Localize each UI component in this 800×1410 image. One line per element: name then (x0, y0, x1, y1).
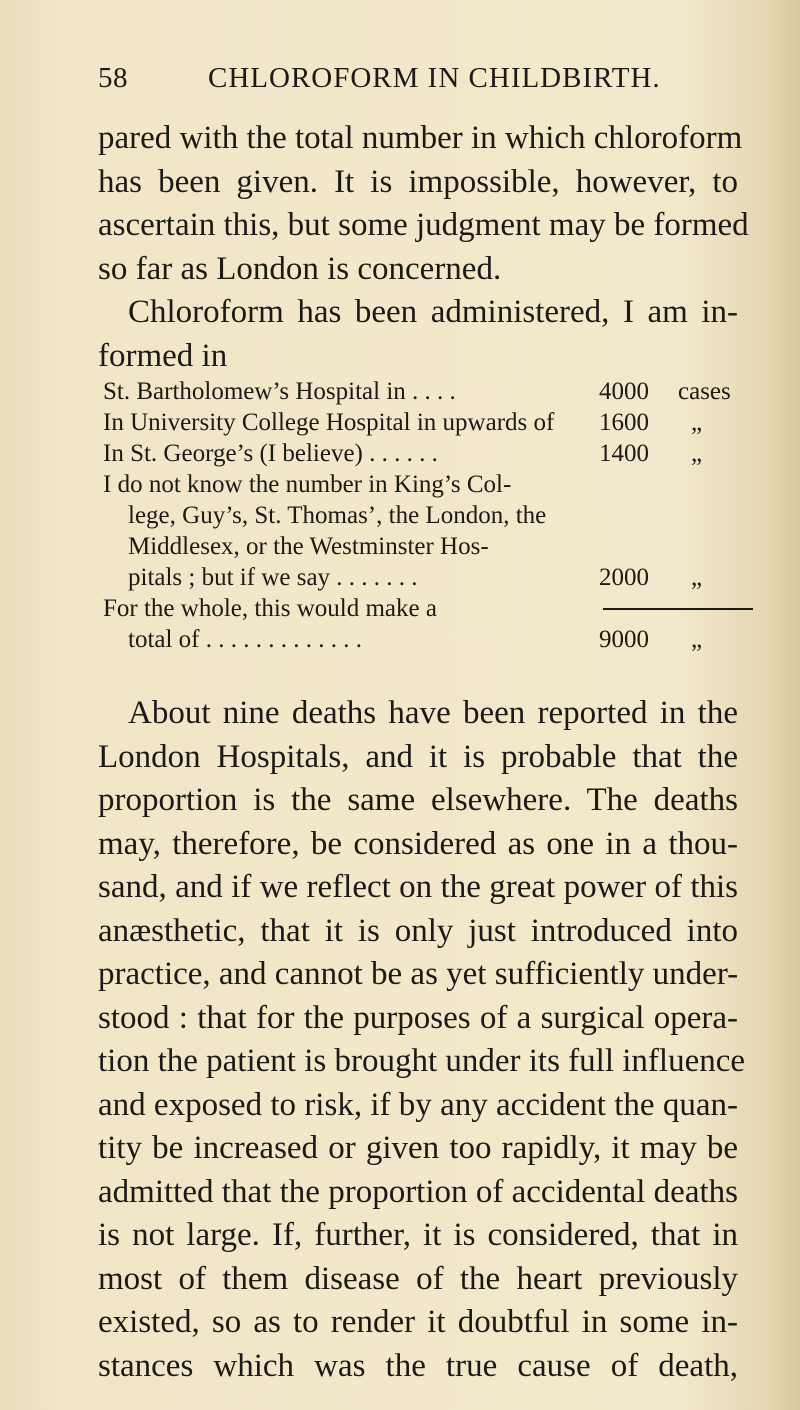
row-label: total of . . . . . . . . . . . . . (128, 626, 363, 653)
running-title: CHLOROFORM IN CHILDBIRTH. (208, 62, 661, 94)
row-unit: „ (691, 409, 703, 436)
sum-rule (603, 608, 753, 610)
text-line: ascertain this, but some judgment may be formed (98, 207, 749, 243)
table-row (103, 500, 753, 531)
statistics-table (103, 376, 753, 655)
row-unit: „ (691, 440, 703, 467)
row-label: For the whole, this would make a (103, 595, 437, 622)
row-label: lege, Guy’s, St. Thomas’, the London, the (128, 502, 547, 529)
row-label: I do not know the number in King’s Col- (103, 471, 512, 498)
page-number: 58 (98, 62, 128, 94)
table-row (103, 624, 753, 655)
text-line: practice, and cannot be as yet sufficiently under- (98, 956, 739, 992)
text-line: most of them disease of the heart previously (98, 1260, 738, 1297)
text-line: admitted that the proportion of accidental deaths (98, 1173, 738, 1210)
row-label: In University College Hospital in upwards of (103, 409, 555, 436)
text-line: tity be increased or given too rapidly, it may be (98, 1130, 738, 1166)
row-number: 1400 (599, 440, 649, 467)
text-line: formed in (98, 337, 228, 374)
text-line: sand, and if we reflect on the great power of this (98, 869, 738, 905)
row-label: St. Bartholomew’s Hospital in . . . . (103, 378, 456, 405)
text-line: is not large. If, further, it is considered, that in (98, 1217, 738, 1253)
text-line: so far as London is concerned. (98, 250, 502, 287)
row-unit: „ (691, 626, 703, 653)
page-header (98, 62, 738, 98)
text-line: Chloroform has been administered, I am in- (128, 294, 738, 330)
table-row (103, 407, 753, 438)
table-row (103, 438, 753, 469)
intro-paragraph (98, 117, 749, 378)
table-row (103, 562, 753, 593)
text-line: stood : that for the purposes of a surgical opera- (98, 999, 738, 1036)
table-row (103, 531, 753, 562)
row-label: pitals ; but if we say . . . . . . . (128, 564, 418, 591)
row-number: 1600 (599, 409, 649, 436)
text-line: and exposed to risk, if by any accident the quan- (98, 1086, 738, 1123)
body-paragraph (98, 692, 746, 1388)
row-unit: „ (691, 564, 703, 591)
text-line: pared with the total number in which chloroform (98, 120, 743, 156)
text-line: London Hospitals, and it is probable that the (98, 738, 738, 775)
text-line: has been given. It is impossible, however, to (98, 163, 738, 200)
table-row (103, 593, 753, 624)
table-row (103, 376, 753, 407)
text-line: About nine deaths have been reported in the (128, 695, 738, 731)
text-line: stances which was the true cause of death, (98, 1347, 738, 1384)
row-number: 9000 (599, 626, 649, 653)
row-label: Middlesex, or the Westminster Hos- (128, 533, 489, 560)
row-label: In St. George’s (I believe) . . . . . . (103, 440, 438, 467)
row-unit: cases (678, 378, 731, 405)
table-row (103, 469, 753, 500)
text-line: anæsthetic, that it is only just introduced into (98, 912, 738, 949)
text-line: proportion is the same elsewhere. The deaths (98, 782, 738, 818)
row-number: 2000 (599, 564, 649, 591)
row-number: 4000 (599, 378, 649, 405)
text-line: existed, so as to render it doubtful in some in- (98, 1304, 738, 1340)
text-line: tion the patient is brought under its full influence (98, 1043, 746, 1079)
text-line: may, therefore, be considered as one in a thou- (98, 825, 738, 862)
